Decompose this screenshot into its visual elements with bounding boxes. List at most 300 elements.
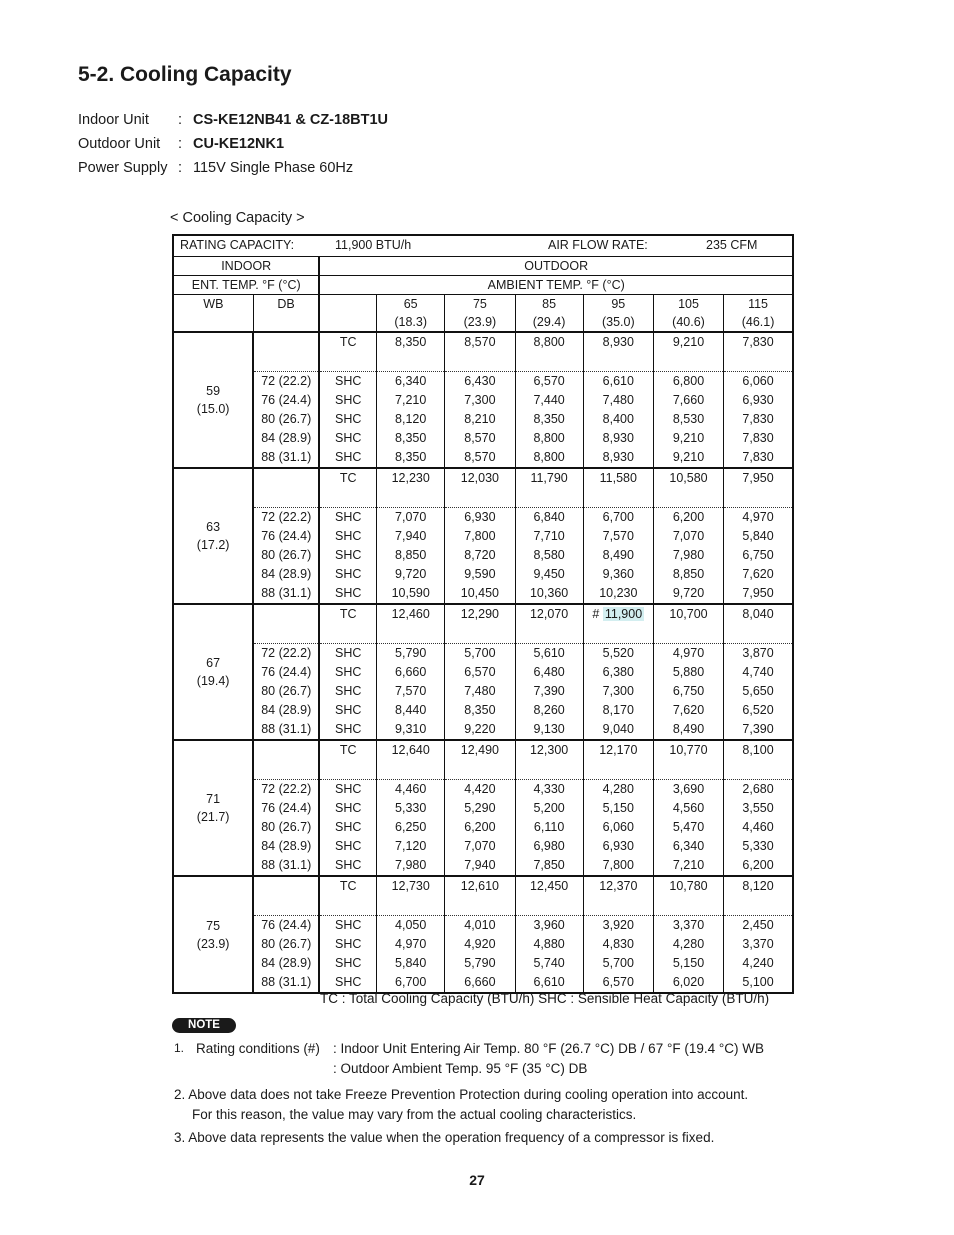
shc-value: 8,170 <box>583 701 653 720</box>
header-row-3 <box>173 295 793 333</box>
shc-label: SHC <box>319 429 376 448</box>
tc-value: 8,350 <box>377 332 445 372</box>
shc-value: 5,650 <box>724 682 793 701</box>
shc-value: 4,970 <box>653 644 723 664</box>
tc-label: TC <box>319 332 376 372</box>
db-blank-cell <box>253 604 319 644</box>
shc-value: 5,150 <box>583 799 653 818</box>
shc-value: 5,840 <box>377 954 445 973</box>
note-1-line-1: : Indoor Unit Entering Air Temp. 80 °F (26.7 °C) DB / 67 °F (19.4 °C) WB <box>333 1041 765 1056</box>
shc-value: 6,610 <box>515 973 583 993</box>
shc-value: 5,150 <box>653 954 723 973</box>
shc-value: 9,210 <box>653 448 723 468</box>
shc-row <box>173 701 793 720</box>
shc-label: SHC <box>319 818 376 837</box>
db-blank-cell <box>253 876 319 916</box>
shc-value: 8,490 <box>653 720 723 740</box>
shc-value: 8,850 <box>653 565 723 584</box>
shc-label: SHC <box>319 780 376 800</box>
shc-label: SHC <box>319 372 376 392</box>
shc-value: 3,550 <box>724 799 793 818</box>
wb-f: 63 <box>206 520 221 534</box>
note-3: 3. Above data represents the value when the operation frequency of a compressor is fixed. <box>174 1130 715 1145</box>
db-cell: 76 (24.4) <box>261 393 312 407</box>
note-badge: NOTE <box>172 1018 236 1033</box>
shc-value: 10,360 <box>515 584 583 604</box>
cooling-capacity-table <box>172 234 794 994</box>
shc-value: 9,720 <box>377 565 445 584</box>
ambient-temp-header: AMBIENT TEMP. °F (°C) <box>319 276 793 295</box>
db-cell: 76 (24.4) <box>261 918 312 932</box>
tc-value: 12,640 <box>377 740 445 780</box>
ambient-col-header <box>515 295 583 333</box>
shc-value: 8,120 <box>377 410 445 429</box>
tc-label: TC <box>319 740 376 780</box>
shc-value: 5,610 <box>515 644 583 664</box>
shc-value: 6,930 <box>583 837 653 856</box>
shc-value: 6,800 <box>653 372 723 392</box>
tc-value: 12,490 <box>445 740 515 780</box>
shc-value: 6,340 <box>377 372 445 392</box>
shc-value: 7,440 <box>515 391 583 410</box>
tc-value: 11,580 <box>583 468 653 508</box>
db-cell: 88 (31.1) <box>253 973 319 993</box>
shc-row <box>173 935 793 954</box>
shc-value: 9,590 <box>445 565 515 584</box>
db-cell: 84 (28.9) <box>261 956 312 970</box>
shc-label: SHC <box>319 644 376 664</box>
shc-value: 6,110 <box>515 818 583 837</box>
wb-c: (23.9) <box>196 936 230 951</box>
shc-value: 4,050 <box>377 916 445 936</box>
tc-value: 9,210 <box>653 332 723 372</box>
db-cell: 84 (28.9) <box>261 431 312 445</box>
tc-value: 12,300 <box>515 740 583 780</box>
shc-value: 7,070 <box>445 837 515 856</box>
outdoor-header: OUTDOOR <box>319 257 793 276</box>
ambient-c: (40.6) <box>672 315 705 329</box>
tc-label: TC <box>319 468 376 508</box>
shc-value: 8,570 <box>445 429 515 448</box>
shc-value: 6,930 <box>445 508 515 528</box>
tc-value: 10,770 <box>653 740 723 780</box>
shc-value: 6,840 <box>515 508 583 528</box>
tc-row <box>173 604 793 644</box>
wb-f: 71 <box>206 792 221 806</box>
shc-row <box>173 527 793 546</box>
shc-value: 6,340 <box>653 837 723 856</box>
shc-value: 9,310 <box>377 720 445 740</box>
shc-value: 4,740 <box>724 663 793 682</box>
shc-row <box>173 584 793 604</box>
shc-row <box>173 391 793 410</box>
shc-label: SHC <box>319 720 376 740</box>
tc-value: 12,460 <box>377 604 445 644</box>
wb-cell <box>173 332 253 468</box>
shc-value: 5,700 <box>583 954 653 973</box>
shc-row <box>173 954 793 973</box>
shc-row <box>173 856 793 876</box>
shc-value: 9,450 <box>515 565 583 584</box>
shc-value: 8,800 <box>515 448 583 468</box>
shc-value: 7,800 <box>583 856 653 876</box>
tc-value: 10,780 <box>653 876 723 916</box>
shc-value: 9,220 <box>445 720 515 740</box>
wb-f: 67 <box>206 656 221 670</box>
shc-value: 6,610 <box>583 372 653 392</box>
shc-value: 7,830 <box>724 448 793 468</box>
shc-value: 7,390 <box>724 720 793 740</box>
wb-header: WB <box>173 295 253 333</box>
db-cell: 80 (26.7) <box>261 548 312 562</box>
spec-value: CU-KE12NK1 <box>193 136 285 152</box>
shc-value: 4,970 <box>724 508 793 528</box>
shc-value: 6,660 <box>377 663 445 682</box>
shc-value: 7,300 <box>583 682 653 701</box>
tc-row <box>173 332 793 372</box>
shc-value: 6,060 <box>724 372 793 392</box>
ambient-c: (46.1) <box>741 315 775 329</box>
shc-row <box>173 682 793 701</box>
shc-value: 7,980 <box>653 546 723 565</box>
shc-label: SHC <box>319 565 376 584</box>
db-blank-cell <box>253 332 319 372</box>
db-cell: 88 (31.1) <box>253 856 319 876</box>
shc-row <box>173 916 793 936</box>
db-cell: 76 (24.4) <box>261 529 312 543</box>
page-title: 5-2. Cooling Capacity <box>78 63 292 86</box>
shc-value: 7,300 <box>445 391 515 410</box>
tc-value: 8,040 <box>724 604 793 644</box>
shc-value: 6,020 <box>653 973 723 993</box>
shc-value: 7,210 <box>377 391 445 410</box>
shc-label: SHC <box>319 682 376 701</box>
spec-colon: : <box>178 160 183 176</box>
ambient-f: 105 <box>678 297 699 311</box>
shc-value: 6,430 <box>445 372 515 392</box>
shc-value: 7,480 <box>583 391 653 410</box>
shc-value: 7,850 <box>515 856 583 876</box>
shc-value: 4,920 <box>445 935 515 954</box>
shc-value: 4,280 <box>583 780 653 800</box>
shc-value: 6,570 <box>515 372 583 392</box>
shc-value: 6,380 <box>583 663 653 682</box>
shc-value: 7,940 <box>377 527 445 546</box>
shc-value: 5,790 <box>377 644 445 664</box>
tc-value: 12,070 <box>515 604 583 644</box>
shc-value: 8,720 <box>445 546 515 565</box>
shc-value: 4,240 <box>724 954 793 973</box>
rating-row <box>173 235 793 257</box>
shc-value: 6,660 <box>445 973 515 993</box>
shc-value: 8,440 <box>377 701 445 720</box>
shc-value: 7,390 <box>515 682 583 701</box>
shc-value: 3,960 <box>515 916 583 936</box>
ambient-f: 75 <box>472 297 487 311</box>
tc-row <box>173 468 793 508</box>
shc-value: 6,700 <box>377 973 445 993</box>
shc-value: 9,360 <box>583 565 653 584</box>
shc-value: 6,200 <box>653 508 723 528</box>
shc-value: 5,100 <box>724 973 793 993</box>
rated-tc-value: 11,900 <box>604 607 643 621</box>
spec-colon: : <box>178 112 183 128</box>
wb-f: 75 <box>206 918 221 933</box>
shc-row <box>173 410 793 429</box>
shc-value: 8,930 <box>583 448 653 468</box>
shc-value: 4,880 <box>515 935 583 954</box>
ambient-c: (18.3) <box>394 315 428 329</box>
shc-label: SHC <box>319 973 376 993</box>
shc-label: SHC <box>319 546 376 565</box>
airflow-value: 235 CFM <box>706 238 758 252</box>
shc-value: 5,840 <box>724 527 793 546</box>
shc-value: 4,460 <box>724 818 793 837</box>
tc-value: 11,790 <box>515 468 583 508</box>
shc-value: 8,530 <box>653 410 723 429</box>
shc-value: 10,230 <box>583 584 653 604</box>
shc-value: 6,480 <box>515 663 583 682</box>
shc-value: 7,830 <box>724 410 793 429</box>
db-cell: 80 (26.7) <box>261 937 312 951</box>
shc-value: 8,580 <box>515 546 583 565</box>
db-cell: 80 (26.7) <box>261 684 312 698</box>
shc-value: 9,210 <box>653 429 723 448</box>
wb-cell <box>173 876 253 993</box>
ambient-f: 115 <box>748 297 769 311</box>
tc-value: 12,170 <box>583 740 653 780</box>
shc-value: 4,560 <box>653 799 723 818</box>
shc-label: SHC <box>319 527 376 546</box>
tc-value <box>583 604 653 644</box>
ambient-f: 85 <box>542 297 557 311</box>
shc-value: 9,130 <box>515 720 583 740</box>
shc-value: 7,660 <box>653 391 723 410</box>
shc-value: 6,570 <box>583 973 653 993</box>
shc-value: 5,330 <box>724 837 793 856</box>
tc-value: 8,570 <box>445 332 515 372</box>
spec-label: Outdoor Unit <box>78 136 161 152</box>
shc-value: 7,800 <box>445 527 515 546</box>
db-cell: 84 (28.9) <box>261 567 312 581</box>
shc-value: 2,680 <box>724 780 793 800</box>
shc-label: SHC <box>319 663 376 682</box>
shc-label: SHC <box>319 508 376 528</box>
table-subtitle: < Cooling Capacity > <box>170 210 305 226</box>
shc-value: 8,350 <box>445 701 515 720</box>
shc-value: 3,370 <box>653 916 723 936</box>
db-header: DB <box>253 295 319 333</box>
shc-value: 3,690 <box>653 780 723 800</box>
shc-value: 7,710 <box>515 527 583 546</box>
spec-outdoor-unit <box>78 136 284 152</box>
tc-value: 8,930 <box>583 332 653 372</box>
db-blank-cell <box>253 740 319 780</box>
ambient-c: (23.9) <box>463 315 497 329</box>
tc-value: 10,700 <box>653 604 723 644</box>
spec-power-supply <box>78 160 353 176</box>
spec-label: Power Supply <box>78 160 168 176</box>
tc-value: 12,030 <box>445 468 515 508</box>
tc-row <box>173 876 793 916</box>
db-blank-cell <box>253 468 319 508</box>
shc-value: 8,350 <box>377 448 445 468</box>
db-cell: 80 (26.7) <box>261 820 312 834</box>
note-2-line-2: For this reason, the value may vary from the actual cooling characteristics. <box>192 1107 637 1122</box>
wb-cell <box>173 604 253 740</box>
shc-label: SHC <box>319 954 376 973</box>
shc-value: 8,570 <box>445 448 515 468</box>
shc-label: SHC <box>319 799 376 818</box>
shc-value: 8,930 <box>583 429 653 448</box>
wb-cell <box>173 468 253 604</box>
shc-row <box>173 429 793 448</box>
shc-value: 2,450 <box>724 916 793 936</box>
shc-value: 8,490 <box>583 546 653 565</box>
shc-value: 7,570 <box>377 682 445 701</box>
shc-value: 4,420 <box>445 780 515 800</box>
shc-value: 5,290 <box>445 799 515 818</box>
tc-value: 8,800 <box>515 332 583 372</box>
shc-value: 3,870 <box>724 644 793 664</box>
db-cell: 76 (24.4) <box>261 801 312 815</box>
shc-row <box>173 799 793 818</box>
tc-value: 8,100 <box>724 740 793 780</box>
db-cell: 84 (28.9) <box>261 703 312 717</box>
wb-cell <box>173 740 253 876</box>
shc-value: 6,250 <box>377 818 445 837</box>
shc-label: SHC <box>319 584 376 604</box>
shc-value: 9,720 <box>653 584 723 604</box>
shc-value: 7,830 <box>724 429 793 448</box>
shc-value: 4,970 <box>377 935 445 954</box>
shc-row <box>173 720 793 740</box>
shc-value: 5,700 <box>445 644 515 664</box>
shc-value: 10,590 <box>377 584 445 604</box>
ambient-f: 65 <box>403 297 418 311</box>
shc-value: 8,850 <box>377 546 445 565</box>
shc-value: 9,040 <box>583 720 653 740</box>
shc-label: SHC <box>319 837 376 856</box>
shc-value: 4,460 <box>377 780 445 800</box>
db-cell: 72 (22.2) <box>261 510 312 524</box>
shc-row <box>173 372 793 392</box>
shc-label: SHC <box>319 935 376 954</box>
shc-value: 7,570 <box>583 527 653 546</box>
shc-row <box>173 448 793 468</box>
shc-row <box>173 644 793 664</box>
page-number: 27 <box>469 1172 485 1188</box>
shc-value: 3,920 <box>583 916 653 936</box>
shc-value: 8,350 <box>515 410 583 429</box>
shc-value: 7,620 <box>724 565 793 584</box>
db-cell: 72 (22.2) <box>261 782 312 796</box>
shc-row <box>173 546 793 565</box>
wb-c: (17.2) <box>196 538 230 552</box>
shc-row <box>173 663 793 682</box>
shc-label: SHC <box>319 391 376 410</box>
shc-row <box>173 508 793 528</box>
tc-value: 12,610 <box>445 876 515 916</box>
shc-value: 6,060 <box>583 818 653 837</box>
tc-value: 7,830 <box>724 332 793 372</box>
shc-value: 4,330 <box>515 780 583 800</box>
spec-colon: : <box>178 136 183 152</box>
shc-row <box>173 837 793 856</box>
shc-value: 7,980 <box>377 856 445 876</box>
tc-value: 12,450 <box>515 876 583 916</box>
shc-value: 8,210 <box>445 410 515 429</box>
blank-header-cell <box>319 295 376 333</box>
shc-label: SHC <box>319 410 376 429</box>
tc-label: TC <box>319 876 376 916</box>
ent-temp-header: ENT. TEMP. °F (°C) <box>173 276 319 295</box>
db-cell: 88 (31.1) <box>253 584 319 604</box>
db-cell: 72 (22.2) <box>261 646 312 660</box>
note-1-label: Rating conditions (#) <box>196 1041 320 1056</box>
shc-row <box>173 565 793 584</box>
shc-value: 6,750 <box>653 682 723 701</box>
note-2-line-1: 2. Above data does not take Freeze Prevention Protection during cooling operation into account. <box>174 1087 749 1102</box>
shc-value: 3,370 <box>724 935 793 954</box>
shc-value: 8,260 <box>515 701 583 720</box>
rating-mark: # <box>592 607 600 621</box>
shc-value: 5,470 <box>653 818 723 837</box>
shc-value: 7,120 <box>377 837 445 856</box>
shc-value: 4,280 <box>653 935 723 954</box>
shc-value: 6,200 <box>724 856 793 876</box>
shc-value: 10,450 <box>445 584 515 604</box>
tc-value: 10,580 <box>653 468 723 508</box>
db-cell: 88 (31.1) <box>253 448 319 468</box>
header-row-2 <box>173 276 793 295</box>
shc-value: 8,350 <box>377 429 445 448</box>
shc-value: 7,210 <box>653 856 723 876</box>
tc-value: 8,120 <box>724 876 793 916</box>
wb-f: 59 <box>206 384 221 398</box>
shc-value: 5,790 <box>445 954 515 973</box>
spec-label: Indoor Unit <box>78 112 149 128</box>
tc-label: TC <box>319 604 376 644</box>
db-cell: 84 (28.9) <box>261 839 312 853</box>
rating-capacity-label: RATING CAPACITY: <box>180 238 295 252</box>
header-row-1 <box>173 257 793 276</box>
note-1-line-2: : Outdoor Ambient Temp. 95 °F (35 °C) DB <box>333 1061 588 1076</box>
shc-value: 5,740 <box>515 954 583 973</box>
rating-capacity-value: 11,900 BTU/h <box>335 238 412 252</box>
tc-value: 12,370 <box>583 876 653 916</box>
shc-row <box>173 973 793 993</box>
ambient-col-header <box>445 295 515 333</box>
airflow-label: AIR FLOW RATE: <box>548 238 648 252</box>
shc-value: 8,800 <box>515 429 583 448</box>
shc-value: 8,400 <box>583 410 653 429</box>
db-cell: 88 (31.1) <box>253 720 319 740</box>
shc-value: 5,880 <box>653 663 723 682</box>
tc-value: 12,290 <box>445 604 515 644</box>
indoor-header: INDOOR <box>173 257 319 276</box>
shc-row <box>173 818 793 837</box>
tc-value: 7,950 <box>724 468 793 508</box>
spec-indoor-unit <box>78 112 388 128</box>
shc-value: 6,930 <box>724 391 793 410</box>
ambient-f: 95 <box>611 297 626 311</box>
tc-value: 12,730 <box>377 876 445 916</box>
shc-value: 5,520 <box>583 644 653 664</box>
shc-value: 7,950 <box>724 584 793 604</box>
wb-c: (19.4) <box>196 674 230 688</box>
db-cell: 72 (22.2) <box>261 374 312 388</box>
